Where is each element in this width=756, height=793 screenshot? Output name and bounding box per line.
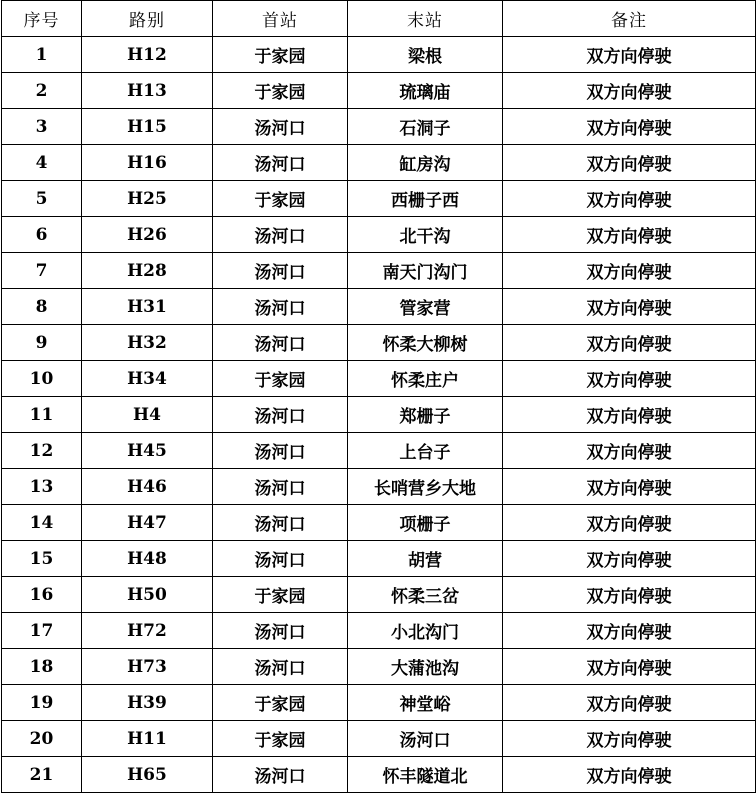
header-note: 备注 xyxy=(503,1,756,37)
cell-start-station: 汤河口 xyxy=(213,541,348,577)
cell-note: 双方向停驶 xyxy=(503,145,756,181)
cell-end-station: 项栅子 xyxy=(348,505,503,541)
cell-route: H11 xyxy=(82,721,213,757)
cell-note: 双方向停驶 xyxy=(503,577,756,613)
table-row xyxy=(2,541,756,577)
header-seq: 序号 xyxy=(2,1,82,37)
cell-route: H32 xyxy=(82,325,213,361)
cell-route: H45 xyxy=(82,433,213,469)
cell-note: 双方向停驶 xyxy=(503,289,756,325)
table-row xyxy=(2,181,756,217)
cell-start-station: 汤河口 xyxy=(213,397,348,433)
cell-route: H73 xyxy=(82,649,213,685)
cell-seq: 1 xyxy=(2,37,82,73)
cell-end-station: 上台子 xyxy=(348,433,503,469)
table-row xyxy=(2,145,756,181)
table-row xyxy=(2,721,756,757)
table-header xyxy=(2,1,756,37)
cell-seq: 4 xyxy=(2,145,82,181)
cell-seq: 16 xyxy=(2,577,82,613)
cell-end-station: 长哨营乡大地 xyxy=(348,469,503,505)
cell-start-station: 汤河口 xyxy=(213,433,348,469)
cell-start-station: 汤河口 xyxy=(213,613,348,649)
cell-end-station: 西栅子西 xyxy=(348,181,503,217)
table-row xyxy=(2,433,756,469)
table-row xyxy=(2,325,756,361)
cell-note: 双方向停驶 xyxy=(503,685,756,721)
cell-start-station: 于家园 xyxy=(213,361,348,397)
cell-route: H13 xyxy=(82,73,213,109)
table-row xyxy=(2,37,756,73)
header-row xyxy=(2,1,756,37)
cell-end-station: 石洞子 xyxy=(348,109,503,145)
cell-start-station: 汤河口 xyxy=(213,253,348,289)
cell-start-station: 于家园 xyxy=(213,685,348,721)
cell-start-station: 汤河口 xyxy=(213,757,348,793)
cell-start-station: 于家园 xyxy=(213,577,348,613)
cell-note: 双方向停驶 xyxy=(503,37,756,73)
table-row xyxy=(2,613,756,649)
cell-route: H26 xyxy=(82,217,213,253)
cell-route: H25 xyxy=(82,181,213,217)
cell-route: H48 xyxy=(82,541,213,577)
cell-end-station: 怀柔大柳树 xyxy=(348,325,503,361)
cell-seq: 13 xyxy=(2,469,82,505)
cell-note: 双方向停驶 xyxy=(503,613,756,649)
cell-end-station: 胡营 xyxy=(348,541,503,577)
cell-route: H47 xyxy=(82,505,213,541)
cell-start-station: 汤河口 xyxy=(213,505,348,541)
cell-route: H15 xyxy=(82,109,213,145)
cell-seq: 2 xyxy=(2,73,82,109)
cell-note: 双方向停驶 xyxy=(503,757,756,793)
cell-route: H46 xyxy=(82,469,213,505)
cell-start-station: 汤河口 xyxy=(213,109,348,145)
cell-note: 双方向停驶 xyxy=(503,73,756,109)
cell-seq: 11 xyxy=(2,397,82,433)
cell-seq: 5 xyxy=(2,181,82,217)
cell-start-station: 汤河口 xyxy=(213,469,348,505)
cell-seq: 20 xyxy=(2,721,82,757)
cell-seq: 9 xyxy=(2,325,82,361)
cell-end-station: 大蒲池沟 xyxy=(348,649,503,685)
cell-note: 双方向停驶 xyxy=(503,721,756,757)
cell-seq: 10 xyxy=(2,361,82,397)
cell-note: 双方向停驶 xyxy=(503,361,756,397)
cell-end-station: 怀柔三岔 xyxy=(348,577,503,613)
cell-note: 双方向停驶 xyxy=(503,181,756,217)
cell-route: H72 xyxy=(82,613,213,649)
cell-end-station: 怀柔庄户 xyxy=(348,361,503,397)
cell-end-station: 神堂峪 xyxy=(348,685,503,721)
header-route: 路别 xyxy=(82,1,213,37)
route-suspension-table xyxy=(1,0,756,793)
cell-note: 双方向停驶 xyxy=(503,649,756,685)
table-row xyxy=(2,73,756,109)
cell-end-station: 北干沟 xyxy=(348,217,503,253)
cell-start-station: 于家园 xyxy=(213,721,348,757)
cell-route: H12 xyxy=(82,37,213,73)
table-row xyxy=(2,577,756,613)
cell-note: 双方向停驶 xyxy=(503,433,756,469)
cell-seq: 6 xyxy=(2,217,82,253)
cell-start-station: 汤河口 xyxy=(213,145,348,181)
cell-seq: 7 xyxy=(2,253,82,289)
cell-end-station: 怀丰隧道北 xyxy=(348,757,503,793)
cell-note: 双方向停驶 xyxy=(503,541,756,577)
cell-route: H28 xyxy=(82,253,213,289)
table-row xyxy=(2,505,756,541)
cell-note: 双方向停驶 xyxy=(503,253,756,289)
cell-end-station: 管家营 xyxy=(348,289,503,325)
cell-seq: 8 xyxy=(2,289,82,325)
cell-route: H34 xyxy=(82,361,213,397)
table-row xyxy=(2,217,756,253)
cell-seq: 14 xyxy=(2,505,82,541)
cell-start-station: 汤河口 xyxy=(213,289,348,325)
cell-note: 双方向停驶 xyxy=(503,397,756,433)
table-row xyxy=(2,649,756,685)
table-body xyxy=(2,37,756,793)
cell-seq: 12 xyxy=(2,433,82,469)
cell-note: 双方向停驶 xyxy=(503,505,756,541)
cell-note: 双方向停驶 xyxy=(503,109,756,145)
cell-note: 双方向停驶 xyxy=(503,217,756,253)
cell-end-station: 缸房沟 xyxy=(348,145,503,181)
cell-start-station: 于家园 xyxy=(213,73,348,109)
cell-end-station: 琉璃庙 xyxy=(348,73,503,109)
cell-seq: 3 xyxy=(2,109,82,145)
cell-seq: 21 xyxy=(2,757,82,793)
cell-seq: 17 xyxy=(2,613,82,649)
table-row xyxy=(2,253,756,289)
cell-route: H16 xyxy=(82,145,213,181)
header-start-station: 首站 xyxy=(213,1,348,37)
header-end-station: 末站 xyxy=(348,1,503,37)
cell-seq: 15 xyxy=(2,541,82,577)
table-row xyxy=(2,361,756,397)
cell-route: H39 xyxy=(82,685,213,721)
cell-end-station: 汤河口 xyxy=(348,721,503,757)
cell-end-station: 梁根 xyxy=(348,37,503,73)
table-row xyxy=(2,757,756,793)
table-row xyxy=(2,685,756,721)
cell-end-station: 南天门沟门 xyxy=(348,253,503,289)
cell-note: 双方向停驶 xyxy=(503,469,756,505)
cell-start-station: 于家园 xyxy=(213,181,348,217)
cell-seq: 19 xyxy=(2,685,82,721)
cell-start-station: 汤河口 xyxy=(213,649,348,685)
cell-route: H65 xyxy=(82,757,213,793)
cell-start-station: 于家园 xyxy=(213,37,348,73)
cell-start-station: 汤河口 xyxy=(213,217,348,253)
cell-route: H4 xyxy=(82,397,213,433)
cell-end-station: 小北沟门 xyxy=(348,613,503,649)
cell-start-station: 汤河口 xyxy=(213,325,348,361)
table-row xyxy=(2,469,756,505)
cell-seq: 18 xyxy=(2,649,82,685)
table-row xyxy=(2,109,756,145)
cell-note: 双方向停驶 xyxy=(503,325,756,361)
cell-end-station: 郑栅子 xyxy=(348,397,503,433)
table-row xyxy=(2,397,756,433)
cell-route: H31 xyxy=(82,289,213,325)
cell-route: H50 xyxy=(82,577,213,613)
table-row xyxy=(2,289,756,325)
